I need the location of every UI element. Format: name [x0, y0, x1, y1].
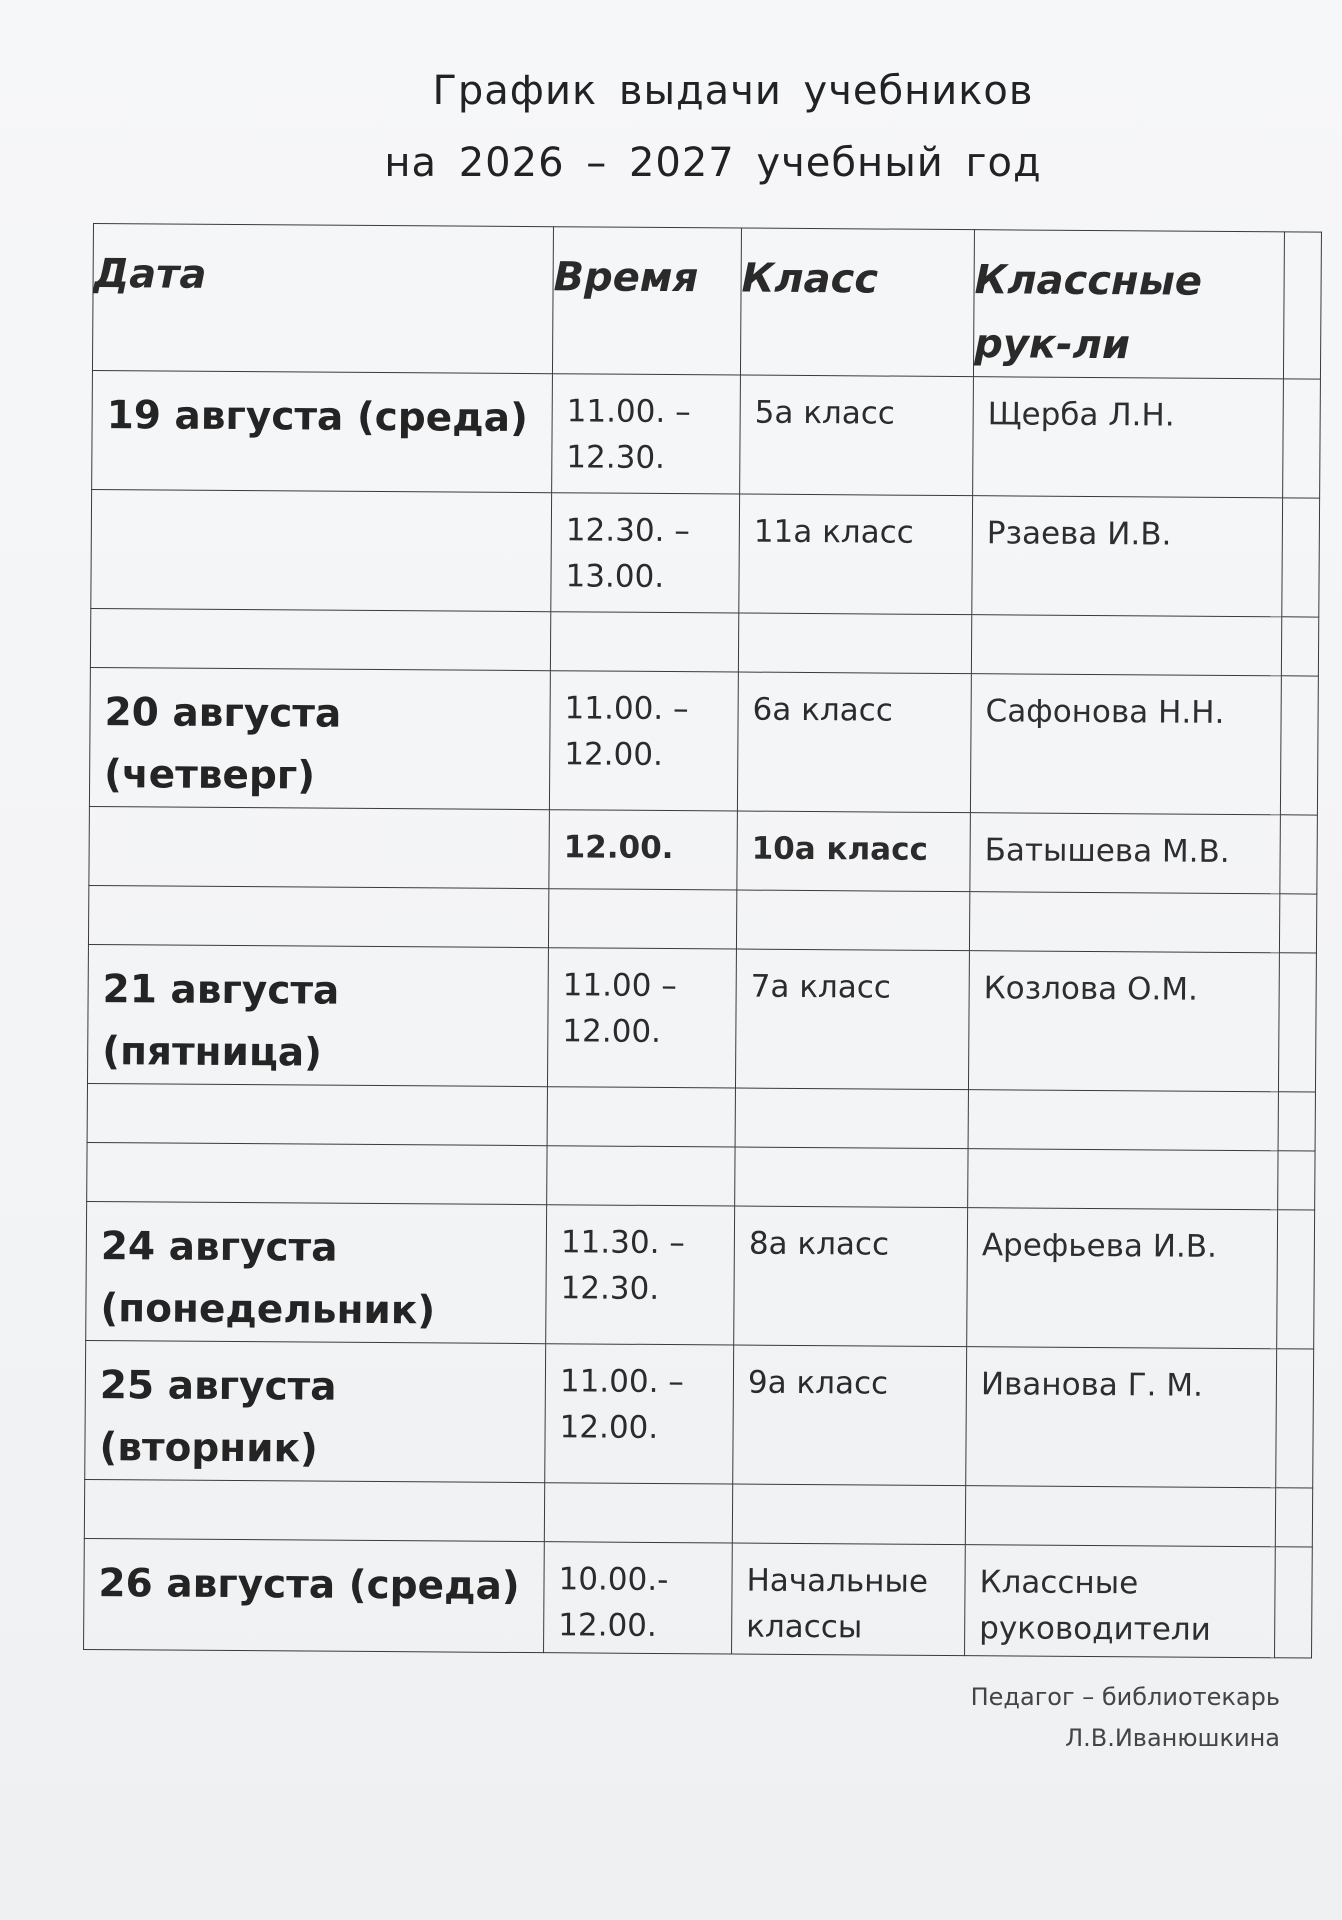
table-row-empty	[87, 1142, 1315, 1210]
table-row	[86, 1201, 1315, 1349]
table-row	[84, 1538, 1313, 1658]
table-row-empty	[87, 1083, 1315, 1151]
cell-teacher: Классные руководители	[965, 1545, 1276, 1658]
cell-teacher: Арефьева И.В.	[967, 1208, 1278, 1349]
document-title-line1: График выдачи учебников	[432, 68, 1034, 114]
cell-teacher: Батышева М.В.	[970, 813, 1281, 894]
cell-teacher: Козлова О.М.	[968, 951, 1279, 1092]
table-row	[89, 667, 1318, 815]
cell-class: 8а класс	[734, 1206, 968, 1347]
cell-extra	[1281, 617, 1318, 676]
cell-class	[732, 1484, 965, 1545]
cell-date	[87, 1142, 547, 1204]
table-row-empty	[88, 885, 1316, 953]
cell-extra	[1280, 815, 1318, 894]
cell-teacher	[968, 1149, 1278, 1210]
cell-teacher	[968, 1090, 1278, 1151]
cell-time: 11.00. – 12.00.	[545, 1344, 734, 1484]
cell-extra	[1275, 1488, 1312, 1547]
header-extra	[1283, 232, 1321, 379]
table-row-empty	[90, 608, 1318, 676]
cell-class: 10а класс	[737, 811, 971, 892]
document-title-line2: на 2026 – 2027 учебный год	[384, 140, 1042, 186]
cell-time: 11.00 – 12.00.	[547, 948, 736, 1088]
cell-time	[547, 1087, 735, 1147]
cell-time: 11.30. – 12.30.	[546, 1205, 735, 1345]
cell-class	[735, 1147, 968, 1208]
cell-extra	[1278, 953, 1316, 1092]
cell-date	[90, 608, 550, 670]
cell-extra	[1282, 498, 1320, 617]
cell-time: 12.00.	[549, 810, 738, 890]
table-row	[92, 370, 1321, 498]
table-row-empty	[84, 1479, 1312, 1547]
cell-time: 11.00. – 12.00.	[549, 671, 738, 811]
cell-class: 5а класс	[740, 375, 974, 496]
cell-time: 11.00. – 12.30.	[552, 374, 741, 494]
cell-date: 26 августа (среда)	[84, 1538, 545, 1652]
cell-extra	[1275, 1547, 1313, 1658]
table-row	[89, 806, 1318, 894]
schedule-table	[83, 223, 1322, 1659]
cell-teacher: Иванова Г. М.	[966, 1347, 1277, 1488]
cell-teacher	[965, 1486, 1275, 1547]
table-row	[91, 489, 1320, 617]
cell-teacher: Сафонова Н.Н.	[970, 674, 1281, 815]
cell-teacher	[969, 892, 1279, 953]
cell-class: 6а класс	[737, 672, 971, 813]
cell-date	[88, 885, 548, 947]
table-row	[87, 944, 1316, 1092]
cell-time	[547, 1146, 735, 1206]
cell-extra	[1280, 676, 1318, 815]
cell-date: 20 августа (четверг)	[89, 667, 550, 809]
cell-date: 19 августа (среда)	[92, 370, 553, 492]
cell-time	[550, 612, 738, 672]
cell-class: 7а класс	[735, 949, 969, 1090]
cell-time	[548, 889, 736, 949]
cell-teacher: Рзаева И.В.	[972, 496, 1283, 617]
cell-extra	[1277, 1210, 1315, 1349]
signature-role: Педагог – библиотекарь	[970, 1683, 1280, 1711]
header-time: Время	[552, 227, 741, 375]
cell-class: Начальные классы	[732, 1543, 966, 1656]
cell-class	[736, 890, 969, 951]
header-class: Класс	[740, 228, 974, 377]
header-date: Дата	[92, 224, 553, 374]
cell-class	[735, 1088, 968, 1149]
cell-date	[89, 806, 550, 888]
cell-extra	[1278, 1092, 1315, 1151]
cell-date	[91, 489, 552, 611]
cell-teacher	[971, 615, 1281, 676]
cell-date	[87, 1083, 547, 1145]
cell-date	[84, 1479, 544, 1541]
cell-class: 9а класс	[733, 1345, 967, 1486]
cell-time: 10.00.- 12.00.	[544, 1542, 733, 1654]
cell-teacher: Щерба Л.Н.	[973, 377, 1284, 498]
cell-time: 12.30. – 13.00.	[551, 493, 740, 613]
cell-extra	[1283, 379, 1321, 498]
cell-class: 11а класс	[739, 494, 973, 615]
header-teacher: Классные рук-ли	[973, 230, 1284, 379]
cell-extra	[1278, 1151, 1315, 1210]
cell-class	[738, 613, 971, 674]
cell-date: 24 августа (понедельник)	[86, 1201, 547, 1343]
cell-extra	[1276, 1349, 1314, 1488]
table-header-row	[92, 224, 1321, 380]
cell-date: 21 августа (пятница)	[87, 944, 548, 1086]
cell-extra	[1279, 894, 1316, 953]
table-row	[85, 1340, 1314, 1488]
cell-time	[544, 1483, 732, 1543]
signature-name: Л.В.Иванюшкина	[1065, 1724, 1280, 1752]
cell-date: 25 августа (вторник)	[85, 1340, 546, 1482]
